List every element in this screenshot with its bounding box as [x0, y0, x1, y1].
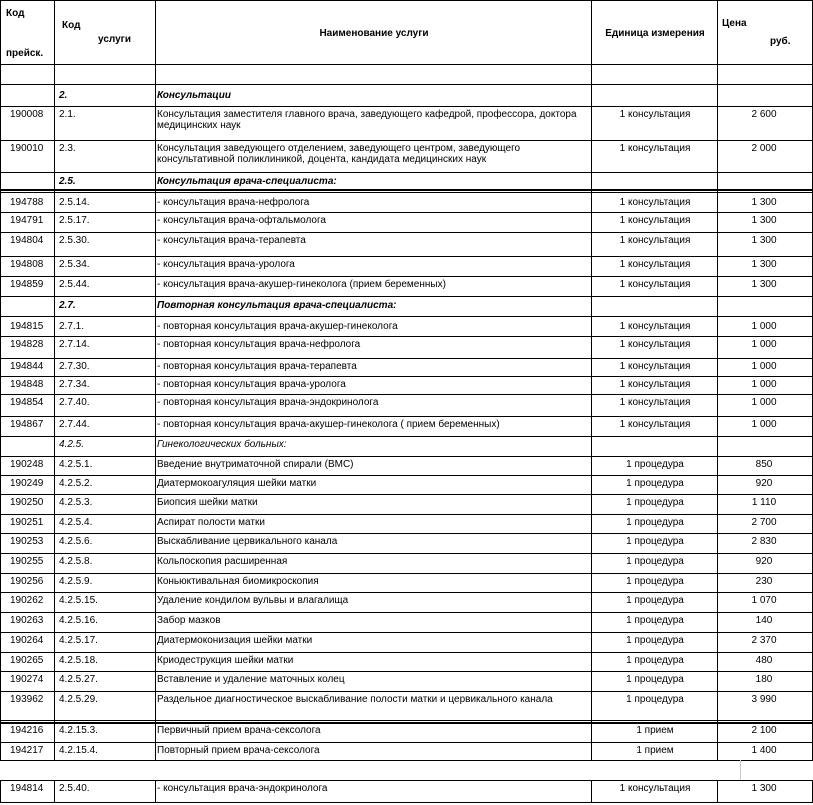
unit-cell: 1 консультация	[619, 259, 691, 270]
price-cell: 2 100	[751, 725, 777, 736]
service-code-cell: 2.7.14.	[59, 339, 90, 350]
service-code-cell: 2.7.30.	[59, 361, 90, 372]
unit-cell: 1 процедура	[626, 478, 684, 489]
unit-cell: 1 процедура	[626, 576, 684, 587]
service-name-cell: Консультация врача-специалиста:	[157, 176, 337, 187]
price-cell: 1 000	[751, 419, 777, 430]
service-name-cell: Забор мазков	[157, 615, 221, 626]
pricelist-code-cell: 194867	[10, 419, 44, 430]
row-divider	[0, 475, 813, 476]
pricelist-code-cell: 190249	[10, 478, 44, 489]
service-code-cell: 4.2.5.4.	[59, 517, 93, 528]
table-row	[0, 336, 813, 358]
row-divider	[0, 456, 813, 457]
price-cell: 1 070	[751, 595, 777, 606]
row-divider	[0, 514, 813, 515]
unit-cell: 1 процедура	[626, 536, 684, 547]
service-name-cell: Кольпоскопия расширенная	[157, 556, 288, 567]
unit-cell: 1 процедура	[626, 556, 684, 567]
unit-cell: 1 консультация	[619, 783, 691, 794]
empty-row	[0, 64, 813, 86]
unit-cell: 1 процедура	[626, 517, 684, 528]
header-code-label: Код	[6, 8, 25, 19]
section-header-row	[0, 436, 813, 456]
service-name-cell: - консультация врача-акушер-гинеколога (прием беременных)	[157, 279, 446, 290]
service-name-cell: - консультация врача-нефролога	[157, 197, 310, 208]
price-cell: 1 300	[751, 783, 777, 794]
price-cell: 1 000	[751, 339, 777, 350]
service-code-cell: 2.5.14.	[59, 197, 90, 208]
table-row	[0, 742, 813, 760]
pricelist-code-cell: 194815	[10, 321, 44, 332]
pricelist-code-cell: 194808	[10, 259, 44, 270]
pricelist-code-cell: 194844	[10, 361, 44, 372]
table-row	[0, 722, 813, 742]
service-code-cell: 4.2.5.1.	[59, 459, 93, 470]
row-divider	[0, 533, 813, 534]
table-row	[0, 106, 813, 140]
row-divider	[0, 802, 813, 803]
unit-cell: 1 процедура	[626, 674, 684, 685]
pricelist-code-cell: 194828	[10, 339, 44, 350]
table-row	[0, 691, 813, 722]
row-divider	[0, 192, 813, 193]
row-divider	[0, 276, 813, 277]
service-code-cell: 4.2.5.	[59, 439, 85, 450]
price-cell: 1 000	[751, 397, 777, 408]
table-row	[0, 376, 813, 394]
unit-cell: 1 консультация	[619, 197, 691, 208]
table-row	[0, 592, 813, 612]
service-code-cell: 4.2.5.18.	[59, 655, 98, 666]
price-cell: 2 000	[751, 143, 777, 154]
table-row	[0, 318, 813, 336]
service-code-cell: 2.7.34.	[59, 379, 90, 390]
service-code-cell: 2.5.	[59, 176, 76, 187]
unit-cell: 1 процедура	[626, 497, 684, 508]
service-code-cell: 2.5.40.	[59, 783, 90, 794]
service-code-cell: 4.2.5.2.	[59, 478, 93, 489]
unit-cell: 1 консультация	[619, 419, 691, 430]
service-code-cell: 2.3.	[59, 143, 76, 154]
pricelist-code-cell: 190263	[10, 615, 44, 626]
unit-cell: 1 процедура	[626, 655, 684, 666]
unit-cell: 1 консультация	[619, 397, 691, 408]
price-cell: 1 000	[751, 321, 777, 332]
price-cell: 2 700	[751, 517, 777, 528]
pricelist-code-cell: 194216	[10, 725, 44, 736]
table-row	[0, 652, 813, 671]
table-row	[0, 553, 813, 573]
service-name-cell: - повторная консультация врача-эндокринолога	[157, 397, 379, 408]
table-row	[0, 514, 813, 533]
row-divider	[0, 720, 813, 721]
price-cell: 850	[755, 459, 773, 470]
service-code-cell: 2.	[59, 90, 68, 101]
service-code-cell: 4.2.5.27.	[59, 674, 98, 685]
pricelist-code-cell: 190255	[10, 556, 44, 567]
table-row	[0, 194, 813, 212]
service-name-cell: Криодеструкция шейки матки	[157, 655, 294, 666]
service-name-cell: Диатермоконизация шейки матки	[157, 635, 313, 646]
column-divider	[591, 0, 592, 760]
service-code-cell: 2.7.	[59, 300, 76, 311]
price-cell: 1 300	[751, 215, 777, 226]
table-row	[0, 232, 813, 256]
row-divider	[0, 172, 813, 173]
table-row	[0, 394, 813, 416]
row-divider	[0, 632, 813, 633]
service-name-cell: - повторная консультация врача-акушер-гинеколога	[157, 321, 398, 332]
service-name-cell: - повторная консультация врача-акушер-гинеколога ( прием беременных)	[157, 419, 500, 430]
row-divider	[0, 652, 813, 653]
section-header-row	[0, 296, 813, 318]
service-code-cell: 4.2.5.17.	[59, 635, 98, 646]
row-divider	[0, 742, 813, 743]
service-name-cell: Консультации	[157, 90, 231, 101]
unit-cell: 1 консультация	[619, 109, 691, 120]
unit-cell: 1 консультация	[619, 235, 691, 246]
row-divider	[0, 336, 813, 337]
column-divider	[54, 780, 55, 802]
service-name-cell: - консультация врача-эндокринолога	[157, 783, 328, 794]
service-code-cell: 2.5.17.	[59, 215, 90, 226]
unit-cell: 1 процедура	[626, 595, 684, 606]
pricelist-code-cell: 190265	[10, 655, 44, 666]
service-code-cell: 2.5.30.	[59, 235, 90, 246]
column-divider	[155, 0, 156, 760]
service-name-cell: Диатермокоагуляция шейки матки	[157, 478, 317, 489]
table-row	[0, 416, 813, 436]
row-divider	[0, 376, 813, 377]
unit-cell: 1 прием	[636, 725, 674, 736]
service-name-cell: Аспират полости матки	[157, 517, 265, 528]
service-name-cell: Вставление и удаление маточных колец	[157, 674, 345, 685]
price-cell: 2 600	[751, 109, 777, 120]
service-name-cell: Консультация заместителя главного врача, заведующего кафедрой, профессора, доктора медицинских наук	[157, 109, 577, 131]
service-name-cell: Биопсия шейки матки	[157, 497, 258, 508]
unit-cell: 1 консультация	[619, 321, 691, 332]
row-divider	[0, 553, 813, 554]
service-name-cell: Повторная консультация врача-специалиста:	[157, 300, 397, 311]
service-code-cell: 2.7.1.	[59, 321, 85, 332]
row-divider	[0, 592, 813, 593]
unit-cell: 1 процедура	[626, 694, 684, 705]
price-cell: 3 990	[751, 694, 777, 705]
row-divider	[0, 212, 813, 213]
row-divider	[0, 671, 813, 672]
table-row	[0, 573, 813, 592]
price-cell: 1 000	[751, 379, 777, 390]
table-row	[0, 276, 813, 296]
header-unit-label: Единица измерения	[605, 28, 705, 39]
pricelist-code-cell: 190250	[10, 497, 44, 508]
price-cell: 140	[755, 615, 773, 626]
column-divider	[591, 780, 592, 802]
unit-cell: 1 процедура	[626, 459, 684, 470]
header-pricelist-label: прейск.	[6, 48, 44, 59]
unit-cell: 1 консультация	[619, 379, 691, 390]
table-row	[0, 780, 813, 802]
service-name-cell: Повторный прием врача-сексолога	[157, 745, 320, 756]
row-divider	[0, 780, 813, 781]
header-price-label: Цена	[722, 18, 747, 29]
price-cell: 920	[755, 478, 773, 489]
service-code-cell: 4.2.5.15.	[59, 595, 98, 606]
service-code-cell: 2.1.	[59, 109, 76, 120]
pricelist-code-cell: 190253	[10, 536, 44, 547]
header-name-label: Наименование услуги	[319, 28, 429, 39]
service-name-cell: Коньюктивальная биомикроскопия	[157, 576, 319, 587]
service-code-cell: 2.5.44.	[59, 279, 90, 290]
price-cell: 1 000	[751, 361, 777, 372]
service-name-cell: Введение внутриматочной спирали (ВМС)	[157, 459, 354, 470]
header-service-code-label: Код	[62, 20, 81, 31]
table-row	[0, 533, 813, 553]
unit-cell: 1 консультация	[619, 215, 691, 226]
service-code-cell: 4.2.5.8.	[59, 556, 93, 567]
pricelist-code-cell: 194854	[10, 397, 44, 408]
price-cell: 1 300	[751, 235, 777, 246]
service-code-cell: 4.2.5.3.	[59, 497, 93, 508]
service-name-cell: - повторная консультация врача-уролога	[157, 379, 346, 390]
pricelist-code-cell: 190251	[10, 517, 44, 528]
table-row	[0, 140, 813, 172]
service-name-cell: Консультация заведующего отделением, заведующего центром, заведующего консультативной поликлиникой, доцента, кандидата медицинских наук	[157, 143, 521, 165]
row-divider	[0, 573, 813, 574]
price-cell: 1 110	[751, 497, 777, 508]
header-service-code-label2: услуги	[98, 34, 131, 45]
service-code-cell: 4.2.5.16.	[59, 615, 98, 626]
header-price-unit: руб.	[770, 36, 791, 47]
price-cell: 2 370	[751, 635, 777, 646]
pricelist-code-cell: 194791	[10, 215, 44, 226]
service-name-cell: - консультация врача-терапевта	[157, 235, 306, 246]
table-top-border	[0, 0, 813, 1]
table-row	[0, 612, 813, 632]
row-divider	[0, 612, 813, 613]
row-divider	[0, 232, 813, 233]
table-row	[0, 456, 813, 475]
column-divider	[717, 0, 718, 760]
service-code-cell: 4.2.5.6.	[59, 536, 93, 547]
row-divider	[0, 436, 813, 437]
row-divider	[0, 358, 813, 359]
column-divider	[717, 780, 718, 802]
unit-cell: 1 консультация	[619, 279, 691, 290]
row-divider	[0, 64, 813, 65]
price-cell: 1 400	[751, 745, 777, 756]
pricelist-code-cell: 190274	[10, 674, 44, 685]
empty-row	[0, 760, 813, 780]
price-cell: 1 300	[751, 279, 777, 290]
pricelist-code-cell: 190008	[10, 109, 44, 120]
row-divider	[0, 760, 813, 761]
unit-cell: 1 консультация	[619, 339, 691, 350]
service-name-cell: - консультация врача-офтальмолога	[157, 215, 326, 226]
service-code-cell: 4.2.5.9.	[59, 576, 93, 587]
table-row	[0, 256, 813, 276]
row-divider	[0, 296, 813, 297]
service-name-cell: Выскабливание цервикального канала	[157, 536, 338, 547]
table-row	[0, 212, 813, 232]
pricelist-code-cell: 194788	[10, 197, 44, 208]
pricelist-code-cell: 194859	[10, 279, 44, 290]
table-row	[0, 358, 813, 376]
price-cell: 230	[755, 576, 773, 587]
service-code-cell: 2.7.44.	[59, 419, 90, 430]
pricelist-code-cell: 190264	[10, 635, 44, 646]
price-cell: 1 300	[751, 197, 777, 208]
row-divider	[0, 316, 813, 317]
column-divider	[0, 780, 1, 802]
price-cell: 1 300	[751, 259, 777, 270]
column-divider	[0, 0, 1, 760]
row-divider	[0, 394, 813, 395]
service-code-cell: 2.5.34.	[59, 259, 90, 270]
unit-cell: 1 прием	[636, 745, 674, 756]
column-divider	[54, 0, 55, 760]
service-name-cell: - консультация врача-уролога	[157, 259, 295, 270]
unit-cell: 1 консультация	[619, 143, 691, 154]
table-header	[0, 0, 813, 64]
table-row	[0, 494, 813, 514]
table-row	[0, 632, 813, 652]
pricelist-code-cell: 194848	[10, 379, 44, 390]
table-row	[0, 475, 813, 494]
price-cell: 480	[755, 655, 773, 666]
service-name-cell: Раздельное диагностическое выскабливание полости матки и цервикального канала	[157, 694, 553, 705]
section-header-row	[0, 86, 813, 106]
service-name-cell: Удаление кондилом вульвы и влагалища	[157, 595, 349, 606]
row-divider	[0, 416, 813, 417]
pricelist-code-cell: 190010	[10, 143, 44, 154]
service-name-cell: - повторная консультация врача-терапевта	[157, 361, 357, 372]
service-name-cell: Гинекологических больных:	[157, 439, 287, 450]
row-divider	[0, 256, 813, 257]
pricelist-code-cell: 190262	[10, 595, 44, 606]
pricelist-code-cell: 190256	[10, 576, 44, 587]
service-name-cell: - повторная консультация врача-нефролога	[157, 339, 361, 350]
pricelist-code-cell: 193962	[10, 694, 44, 705]
pricelist-code-cell: 194217	[10, 745, 44, 756]
row-divider	[0, 691, 813, 692]
row-divider	[0, 140, 813, 141]
row-divider	[0, 494, 813, 495]
column-divider	[155, 780, 156, 802]
row-divider	[0, 84, 813, 85]
service-name-cell: Первичный прием врача-сексолога	[157, 725, 321, 736]
price-cell: 2 830	[751, 536, 777, 547]
unit-cell: 1 процедура	[626, 635, 684, 646]
pricelist-code-cell: 190248	[10, 459, 44, 470]
service-code-cell: 2.7.40.	[59, 397, 90, 408]
price-cell: 920	[755, 556, 773, 567]
service-code-cell: 4.2.5.29.	[59, 694, 98, 705]
gap-divider	[740, 760, 741, 780]
row-divider	[0, 106, 813, 107]
service-code-cell: 4.2.15.3.	[59, 725, 98, 736]
unit-cell: 1 консультация	[619, 361, 691, 372]
table-row	[0, 671, 813, 691]
row-divider	[0, 722, 813, 724]
pricelist-code-cell: 194804	[10, 235, 44, 246]
service-code-cell: 4.2.15.4.	[59, 745, 98, 756]
unit-cell: 1 процедура	[626, 615, 684, 626]
pricelist-code-cell: 194814	[10, 783, 44, 794]
row-divider	[0, 189, 813, 191]
price-cell: 180	[755, 674, 773, 685]
